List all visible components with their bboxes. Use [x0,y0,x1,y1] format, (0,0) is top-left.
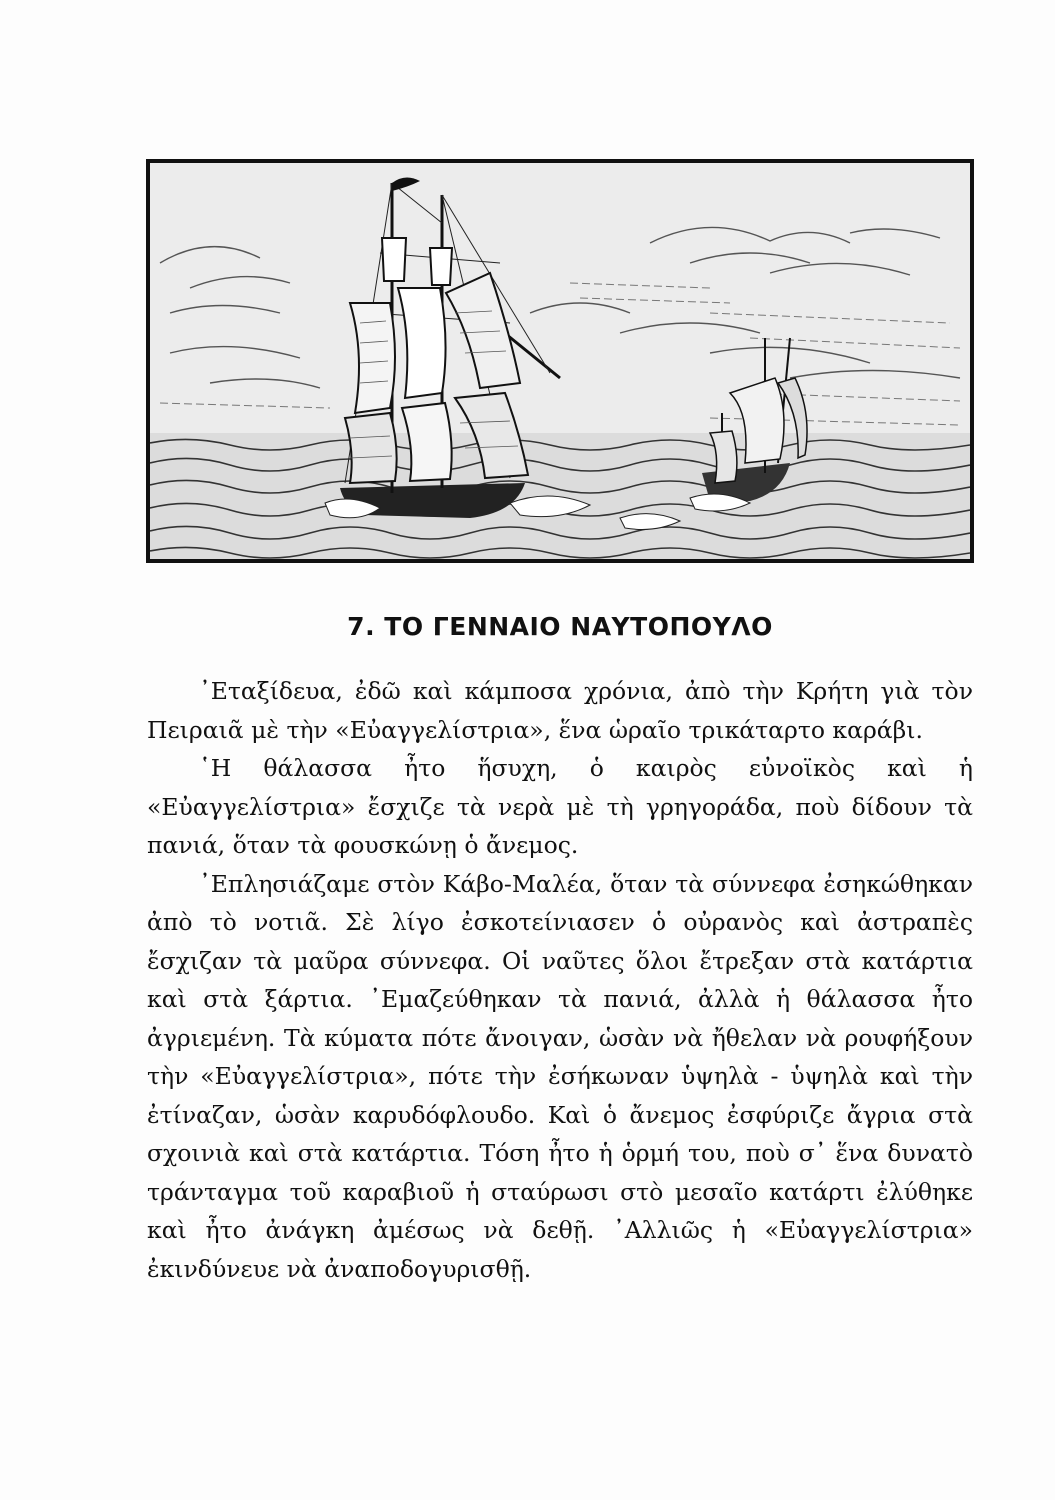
chapter-number: 7. [347,612,376,641]
ship-illustration [146,159,974,563]
ship-engraving-icon [150,163,970,559]
chapter-heading [146,612,974,641]
body-text [147,672,973,1288]
chapter-title: ΤΟ ΓΕΝΝΑΙΟ ΝΑΥΤΟΠΟΥΛΟ [384,612,773,641]
paragraph: ῾Η θάλασσα ἦτο ἥσυχη, ὁ καιρὸς εὐνοϊκὸς καὶ ἡ «Εὐαγγελίστρια» ἔσχιζε τὰ νερὰ μὲ τὴ γρηγοράδα, ποὺ δίδουν τὰ πανιά, ὅταν τὰ φουσκώνῃ ὁ ἄνεμος. [147,754,973,859]
paragraph: ᾿Επλησιάζαμε στὸν Κάβο-Μαλέα, ὅταν τὰ σύννεφα ἐσηκώθηκαν ἀπὸ τὸ νοτιᾶ. Σὲ λίγο ἐσκοτείνιασεν ὁ οὐρανὸς καὶ ἀστραπὲς ἔσχιζαν τὰ μαῦρα σύννεφα. Οἱ ναῦτες ὅλοι ἔτρεξαν στὰ κατάρτια καὶ στὰ ξάρτια. ᾿Εμαζεύθηκαν τὰ πανιά, ἀλλὰ ἡ θάλασσα ἦτο ἀγριεμένη. Τὰ κύματα πότε ἄνοιγαν, ὡσὰν νὰ ἤθελαν νὰ ρουφήξουν τὴν «Εὐαγγελίστρια», πότε τὴν ἐσήκωναν ὑψηλὰ - ὑψηλὰ καὶ τὴν ἐτίναζαν, ὡσὰν καρυδόφλουδο. Καὶ ὁ ἄνεμος ἐσφύριζε ἄγρια στὰ σχοινιὰ καὶ στὰ κατάρτια. Τόση ἦτο ἡ ὁρμή του, ποὺ σ᾿ ἕνα δυνατὸ τράνταγμα τοῦ καραβιοῦ ἡ σταύρωσι στὸ μεσαῖο κατάρτι ἐλύθηκε καὶ ἦτο ἀνάγκη ἀμέσως νὰ δεθῇ. ᾿Αλλιῶς ἡ «Εὐαγγελίστρια» ἐκινδύνευε νὰ ἀναποδογυρισθῇ. [147,869,973,1283]
paragraph: ᾿Εταξίδευα, ἐδῶ καὶ κάμποσα χρόνια, ἀπὸ τὴν Κρήτη γιὰ τὸν Πειραιᾶ μὲ τὴν «Εὐαγγελίστρια», ἕνα ὡραῖο τρικάταρτο καράβι. [147,677,973,744]
